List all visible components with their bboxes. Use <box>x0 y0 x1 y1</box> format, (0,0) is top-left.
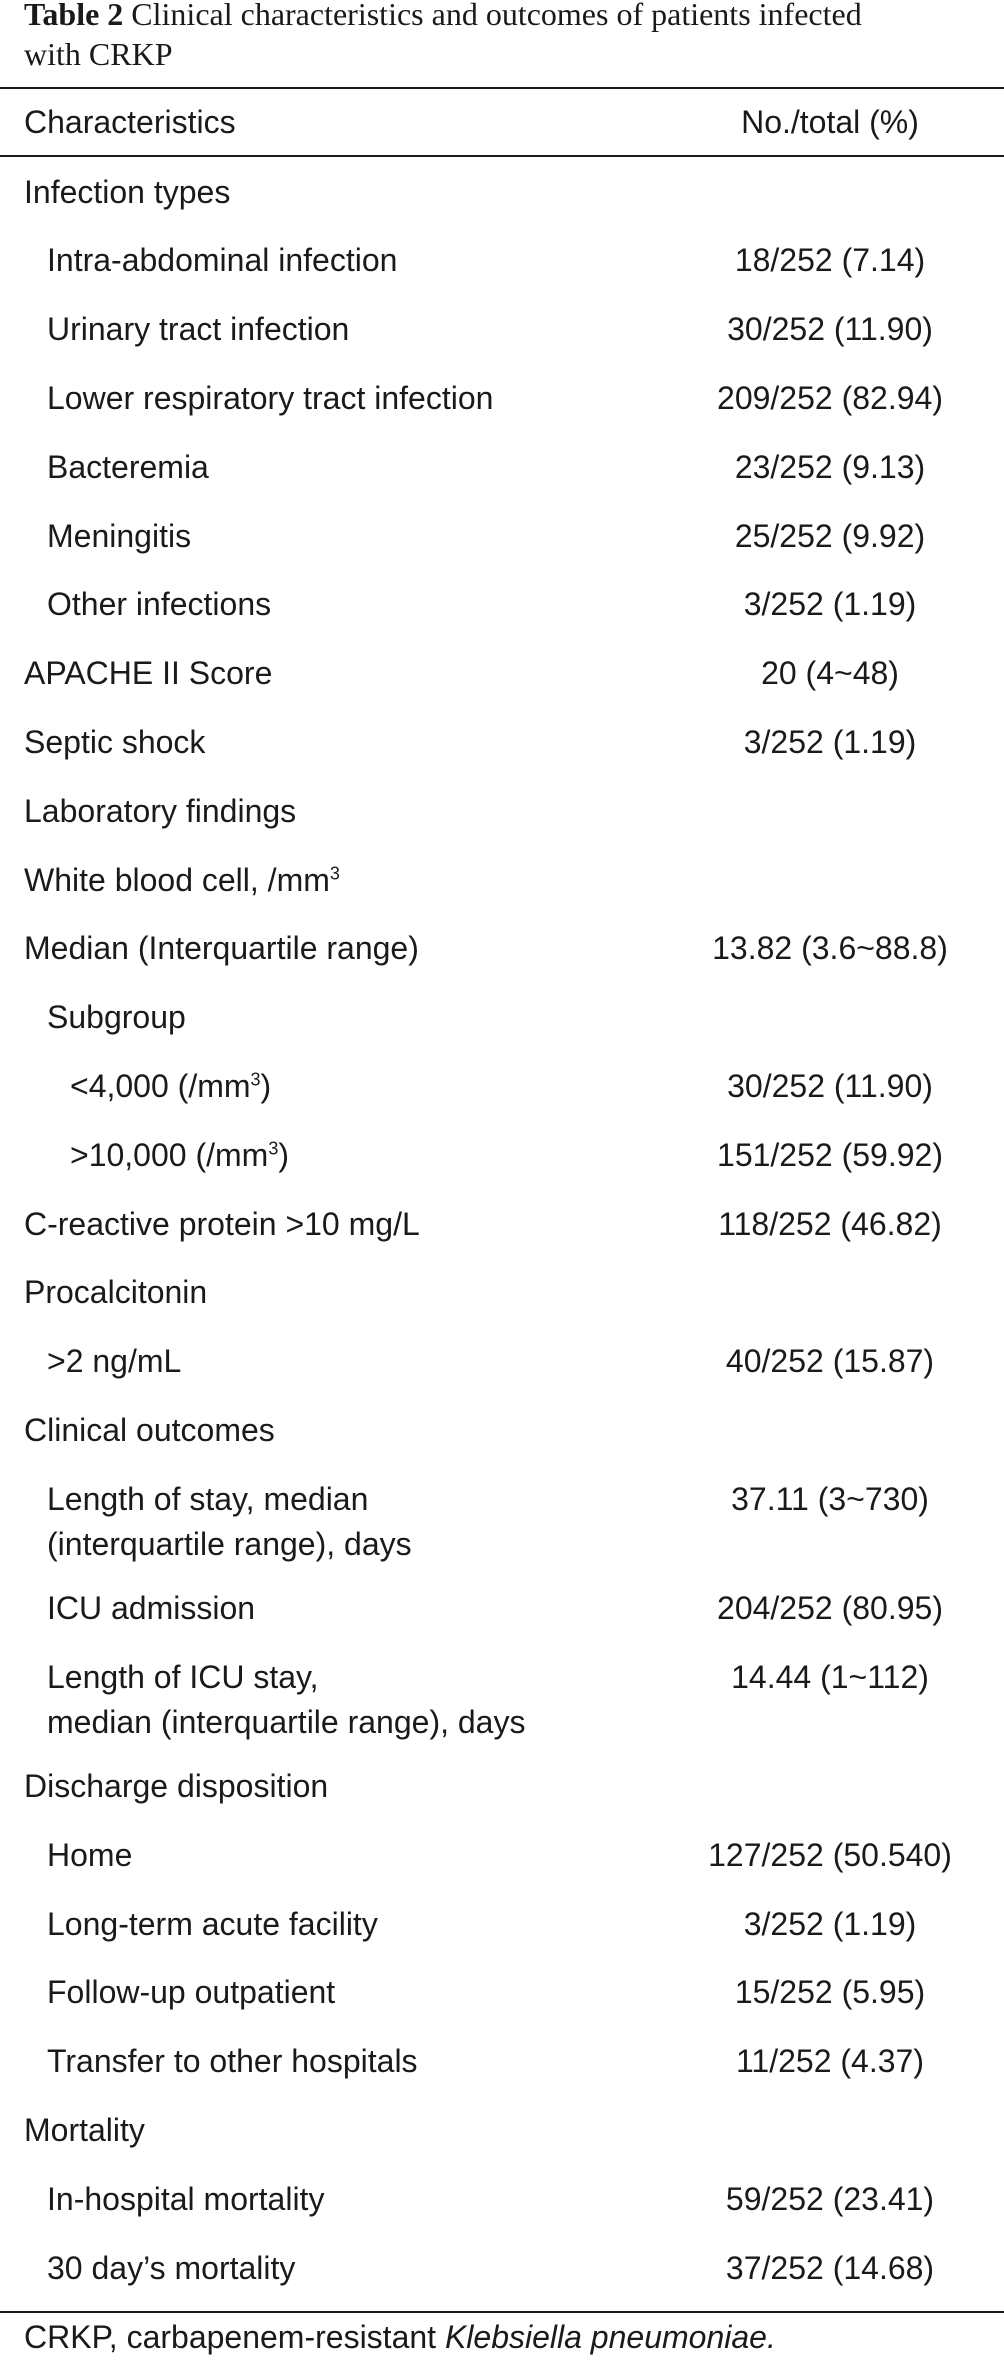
row-value: 14.44 (1~112) <box>731 1659 929 1695</box>
row-label <box>47 1586 255 1631</box>
row-label <box>47 2246 295 2291</box>
row-value: 37.11 (3~730) <box>731 1481 929 1517</box>
row-label <box>24 1408 275 1453</box>
row-value: 40/252 (15.87) <box>725 1343 935 1379</box>
top-rule <box>0 87 1004 89</box>
row-value: 13.82 (3.6~88.8) <box>712 930 948 966</box>
row-label-text: In-hospital mortality <box>47 2181 325 2217</box>
row-label-text: Discharge disposition <box>24 1768 329 1804</box>
row-label <box>70 1064 271 1109</box>
header-characteristics: Characteristics <box>24 104 236 140</box>
row-label <box>47 1833 132 1878</box>
row-label-text: C-reactive protein >10 mg/L <box>24 1206 420 1242</box>
superscript: 3 <box>250 1069 261 1090</box>
row-label-text: >2 ng/mL <box>47 1343 182 1379</box>
row-label-text: Urinary tract infection <box>47 311 350 347</box>
row-label <box>24 1764 328 1809</box>
row-value: 3/252 (1.19) <box>743 586 917 622</box>
row-value: 118/252 (46.82) <box>718 1206 942 1242</box>
row-label <box>24 1202 420 1247</box>
row-label-text: Procalcitonin <box>24 1274 208 1310</box>
row-label <box>24 2108 145 2153</box>
row-label <box>47 2177 324 2222</box>
row-label <box>47 582 271 627</box>
header-rule <box>0 155 1004 157</box>
row-label-suffix: ) <box>278 1137 289 1173</box>
caption-text-line1: Clinical characteristics and outcomes of patients infected <box>131 0 862 32</box>
superscript: 3 <box>329 863 340 884</box>
row-label-text: Other infections <box>47 586 272 622</box>
row-value: 20 (4~48) <box>761 655 899 691</box>
row-label <box>47 995 186 1040</box>
row-label-text: <4,000 (/mm <box>70 1068 251 1104</box>
row-value: 30/252 (11.90) <box>727 1068 933 1104</box>
row-value: 204/252 (80.95) <box>717 1590 943 1626</box>
row-label-text: ICU admission <box>47 1590 256 1626</box>
row-value: 15/252 (5.95) <box>734 1974 926 2010</box>
row-label <box>24 651 272 696</box>
row-label-text: Lower respiratory tract infection <box>47 380 494 416</box>
row-label-suffix: ) <box>260 1068 272 1104</box>
caption-text-line2: with CRKP <box>24 36 173 72</box>
row-label-text: Median (Interquartile range) <box>24 930 419 966</box>
footnote-species: Klebsiella pneumoniae. <box>444 2319 776 2355</box>
row-value: 3/252 (1.19) <box>743 724 917 760</box>
row-label-text: Septic shock <box>24 724 206 760</box>
row-label-text: Follow-up outpatient <box>47 1974 336 2010</box>
row-value: 59/252 (23.41) <box>725 2181 935 2217</box>
row-label <box>24 720 205 765</box>
row-label <box>47 1970 335 2015</box>
table-footnote <box>24 2317 776 2357</box>
row-value: 37/252 (14.68) <box>725 2250 935 2286</box>
row-label <box>47 1655 525 1745</box>
row-label-text: Home <box>47 1837 133 1873</box>
row-label-line2: median (interquartile range), days <box>47 1704 526 1740</box>
row-label <box>47 238 397 283</box>
table-label: Table 2 <box>24 0 124 32</box>
row-label-line2: (interquartile range), days <box>47 1526 412 1562</box>
row-label-text: Mortality <box>24 2112 145 2148</box>
row-value: 11/252 (4.37) <box>736 2043 924 2079</box>
row-label-text: Infection types <box>24 174 231 210</box>
row-value: 23/252 (9.13) <box>734 449 926 485</box>
row-label-text: White blood cell, /mm <box>24 862 330 898</box>
row-value: 151/252 (59.92) <box>717 1137 943 1173</box>
row-value: 209/252 (82.94) <box>717 380 943 416</box>
row-label-text: >10,000 (/mm <box>70 1137 269 1173</box>
row-label-text: Transfer to other hospitals <box>47 2043 418 2079</box>
row-value: 25/252 (9.92) <box>734 518 926 554</box>
superscript: 3 <box>268 1138 279 1159</box>
row-label <box>70 1133 289 1178</box>
row-label <box>24 170 230 215</box>
row-label-text: APACHE II Score <box>24 655 273 691</box>
row-label <box>47 1477 412 1567</box>
row-label <box>24 858 340 903</box>
row-label <box>47 2039 418 2084</box>
row-label <box>47 445 209 490</box>
row-label-text: Laboratory findings <box>24 793 297 829</box>
row-label <box>47 376 493 421</box>
row-label-text: Length of ICU stay, <box>47 1659 319 1695</box>
row-value: 30/252 (11.90) <box>727 311 933 347</box>
row-label-text: Intra-abdominal infection <box>47 242 398 278</box>
row-label-text: Length of stay, median <box>47 1481 369 1517</box>
row-label-text: Long-term acute facility <box>47 1906 378 1942</box>
row-label <box>47 307 349 352</box>
row-label-text: 30 day’s mortality <box>47 2250 296 2286</box>
row-label-text: Bacteremia <box>47 449 209 485</box>
row-value: 3/252 (1.19) <box>743 1906 917 1942</box>
row-label-text: Clinical outcomes <box>24 1412 275 1448</box>
row-label <box>24 1270 207 1315</box>
row-label-text: Meningitis <box>47 518 192 554</box>
row-label-text: Subgroup <box>47 999 186 1035</box>
row-label <box>24 926 419 971</box>
footnote-text: CRKP, carbapenem-resistant <box>24 2319 445 2355</box>
header-no-total: No./total (%) <box>741 104 919 140</box>
row-label <box>24 789 296 834</box>
bottom-rule <box>0 2311 1004 2313</box>
row-value: 18/252 (7.14) <box>734 242 926 278</box>
row-value: 127/252 (50.540) <box>708 1837 952 1873</box>
row-label <box>47 1339 181 1384</box>
row-label <box>47 514 191 559</box>
row-label <box>47 1902 378 1947</box>
